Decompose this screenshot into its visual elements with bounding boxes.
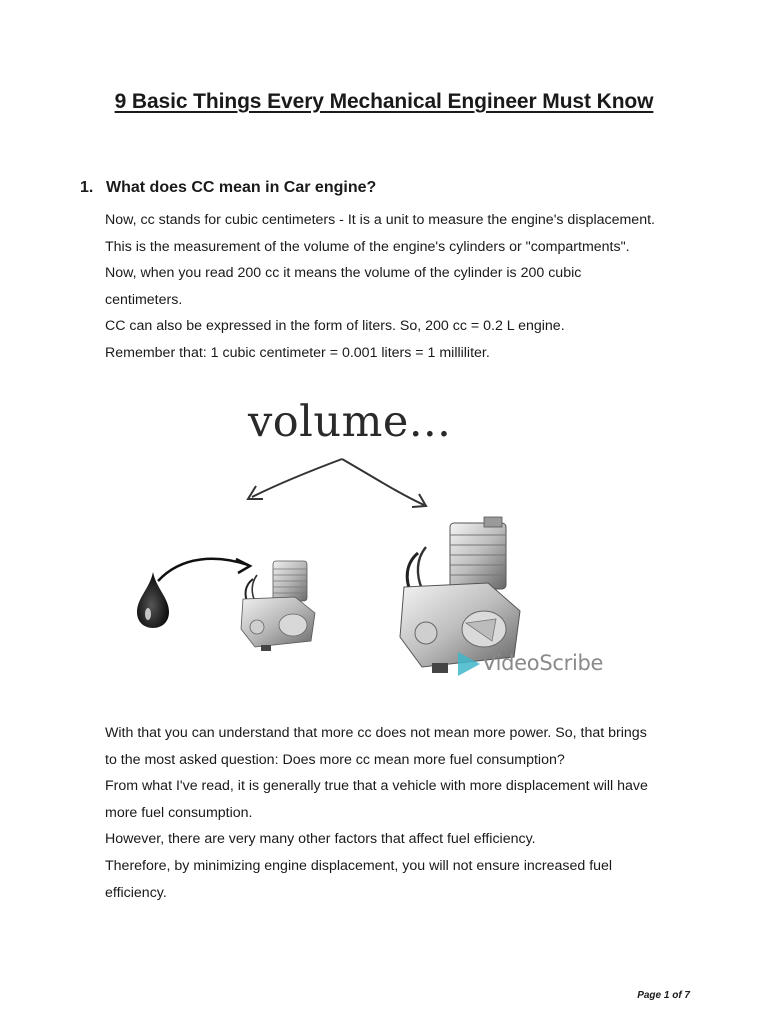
arrow-icon — [130, 395, 630, 690]
page-number: Page 1 of 7 — [637, 990, 690, 1001]
paragraph-bottom — [105, 720, 705, 906]
text-line: From what I've read, it is generally true that a vehicle with more displacement will have — [105, 778, 648, 795]
brand-label: VideoScribe — [482, 651, 604, 675]
text-line: Now, when you read 200 cc it means the volume of the cylinder is 200 cubic — [105, 265, 582, 282]
text-line: Remember that: 1 cubic centimeter = 0.001 liters = 1 milliliter. — [105, 344, 490, 361]
text-line: centimeters. — [105, 291, 183, 308]
figure-caption-word: volume... — [248, 397, 452, 447]
paragraph-top — [105, 207, 705, 367]
document-title: 9 Basic Things Every Mechanical Engineer Must Know — [114, 90, 654, 113]
section-number: 1. — [80, 179, 94, 196]
section-heading-text: What does CC mean in Car engine? — [106, 179, 377, 196]
text-line: Now, cc stands for cubic centimeters - It is a unit to measure the engine's displacement. — [105, 212, 655, 228]
videoscribe-logo-icon — [456, 650, 482, 678]
oil-drop-icon — [133, 570, 173, 630]
text-line: to the most asked question: Does more cc mean more fuel consumption? — [105, 751, 565, 768]
text-line: more fuel consumption. — [105, 804, 253, 821]
text-line: Therefore, by minimizing engine displacement, you will not ensure increased fuel — [105, 857, 613, 874]
section-heading — [80, 179, 376, 197]
text-line: However, there are very many other factors that affect fuel efficiency. — [105, 831, 536, 848]
text-line: CC can also be expressed in the form of liters. So, 200 cc = 0.2 L engine. — [105, 318, 565, 335]
text-line: With that you can understand that more cc does not mean more power. So, that brings — [105, 725, 647, 741]
volume-figure — [130, 395, 630, 690]
text-line: efficiency. — [105, 884, 167, 901]
small-engine-icon — [235, 555, 325, 655]
text-line: This is the measurement of the volume of the engine's cylinders or "compartments". — [105, 238, 630, 255]
